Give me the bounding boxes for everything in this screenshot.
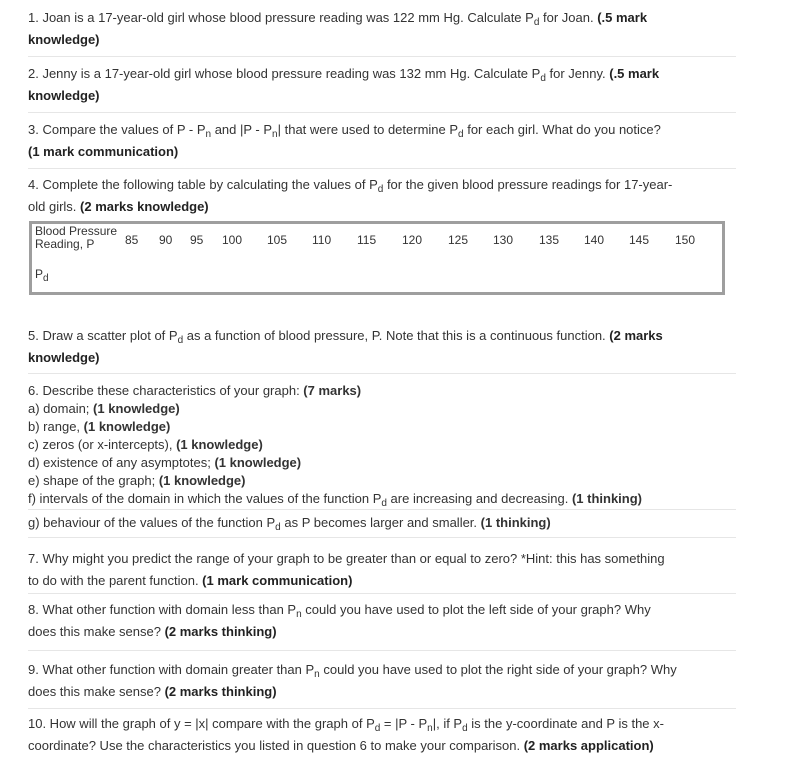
pd-label: P (35, 267, 44, 281)
q8-text-a: 8. What other function with domain less than P (28, 602, 297, 617)
divider (28, 708, 736, 709)
q6-item-a: a) domain; (1 knowledge) (28, 401, 180, 416)
q2-tail: for Jenny. (545, 66, 610, 81)
q10-text-c: |, if P (432, 716, 463, 731)
q7-mark: (1 mark communication) (202, 573, 353, 588)
table-cell: 90 (159, 233, 173, 247)
q5-sub: d (177, 335, 184, 346)
divider (28, 112, 736, 113)
q6-item-g: g) behaviour of the values of the function $P_d$ as P becomes larger and smaller. (1 thinking) (28, 515, 551, 533)
table-header-line1: Blood Pressure (35, 224, 118, 238)
question-10 (28, 713, 732, 757)
table-cell: 125 (448, 233, 469, 247)
q4-text-a: 4. Complete the following table by calculating the values of P (28, 177, 378, 192)
table-cell: 85 (125, 233, 139, 247)
q4-sub: d (377, 184, 384, 195)
q1-tail: for Joan. (539, 10, 598, 25)
q4-text-b: for the given blood pressure readings for 17-year- (383, 177, 673, 192)
q3-text-a: 3. Compare the values of P - P (28, 122, 206, 137)
table-header-line2: Reading, P (35, 237, 95, 251)
table-cell: 105 (267, 233, 288, 247)
question-9 (28, 659, 732, 703)
table-cell: 145 (629, 233, 650, 247)
q3-sub-n: n (205, 129, 212, 140)
table-cell: 100 (222, 233, 243, 247)
divider (28, 650, 736, 651)
question-5 (28, 325, 732, 369)
q6-item-b: b) range, (1 knowledge) (28, 419, 171, 434)
table-cell: 95 (190, 233, 204, 247)
q6-item-c: c) zeros (or x-intercepts), (1 knowledge) (28, 437, 263, 452)
q8-text-b: could you have used to plot the left side of your graph? Why (301, 602, 651, 617)
table-cell: 150 (675, 233, 696, 247)
blood-pressure-table (29, 221, 725, 295)
q6-item-f: f) intervals of the domain in which the values of the function $P_d$ are increasing and decreasing. (1 thinking) (28, 491, 642, 509)
q9-text-a: 9. What other function with domain greater than P (28, 662, 315, 677)
q2-mark-cont: knowledge) (28, 88, 100, 103)
table-cell: 120 (402, 233, 423, 247)
q3-sub-n2: n (272, 129, 278, 140)
q10-text-e: is the y-coordinate and P is the x- (467, 716, 664, 731)
q10-mark: (2 marks application) (523, 738, 654, 753)
q9-sub: n (314, 669, 320, 680)
q9-text-b: could you have used to plot the right side of your graph? Why (319, 662, 677, 677)
q10-sub-d1: d (374, 723, 381, 734)
q3-text-e: for each girl. What do you notice? (463, 122, 661, 137)
question-8 (28, 599, 732, 643)
q10-sub-n: n (427, 723, 433, 734)
question-7 (28, 548, 732, 592)
q5-text-a: 5. Draw a scatter plot of P (28, 328, 178, 343)
table-cell: 135 (539, 233, 560, 247)
q3-mark: (1 mark communication) (28, 144, 179, 159)
q8-mark: (2 marks thinking) (164, 624, 277, 639)
q2-text: 2. Jenny is a 17-year-old girl whose blood pressure reading was 132 mm Hg. Calculate P (28, 66, 541, 81)
q10-text-b: = |P - P (380, 716, 428, 731)
q1-text: 1. Joan is a 17-year-old girl whose blood pressure reading was 122 mm Hg. Calculate P (28, 10, 534, 25)
q10-sub-d2: d (462, 723, 468, 734)
q9-mark: (2 marks thinking) (164, 684, 277, 699)
q6-item-d: d) existence of any asymptotes; (1 knowledge) (28, 455, 302, 470)
table-cell: 110 (312, 233, 332, 247)
q3-text-c: | that were used to determine P (277, 122, 459, 137)
q3-sub-d: d (458, 129, 464, 140)
divider (28, 168, 736, 169)
question-2 (28, 63, 732, 107)
question-3 (28, 119, 732, 163)
table-pd-label (35, 267, 49, 284)
divider (28, 593, 736, 594)
q8-text-c: does this make sense? (28, 624, 165, 639)
q7-text-b: to do with the parent function. (28, 573, 203, 588)
q5-mark: (2 marks (609, 328, 663, 343)
divider (28, 373, 736, 374)
q6-item-e: e) shape of the graph; (1 knowledge) (28, 473, 246, 488)
q5-mark-cont: knowledge) (28, 350, 100, 365)
q4-mark: (2 marks knowledge) (80, 199, 209, 214)
question-1 (28, 7, 732, 51)
table-cell: 130 (493, 233, 514, 247)
q1-mark: (.5 mark (597, 10, 648, 25)
divider (28, 56, 736, 57)
divider (28, 537, 736, 538)
q6-title: 6. Describe these characteristics of your graph: (7 marks) (28, 383, 362, 398)
q1-sub: d (533, 17, 540, 28)
q7-text-a: 7. Why might you predict the range of your graph to be greater than or equal to zero? *Hint: this has something (28, 551, 665, 566)
q9-text-c: does this make sense? (28, 684, 165, 699)
q4-text-c: old girls. (28, 199, 81, 214)
q2-mark: (.5 mark (609, 66, 660, 81)
pd-sub: d (43, 273, 49, 284)
question-4 (28, 174, 732, 218)
q2-sub: d (540, 73, 546, 84)
q10-text-f: coordinate? Use the characteristics you listed in question 6 to make your comparison. (28, 738, 524, 753)
q5-text-b: as a function of blood pressure, P. Note that this is a continuous function. (183, 328, 610, 343)
q3-text-b: and |P - P (211, 122, 273, 137)
table-cell: 115 (357, 233, 377, 247)
divider (28, 509, 736, 510)
table-header-label (35, 225, 127, 251)
q8-sub: n (296, 609, 302, 620)
q10-text-a: 10. How will the graph of y = |x| compare with the graph of P (28, 716, 375, 731)
table-cell: 140 (584, 233, 605, 247)
q1-mark-cont: knowledge) (28, 32, 100, 47)
